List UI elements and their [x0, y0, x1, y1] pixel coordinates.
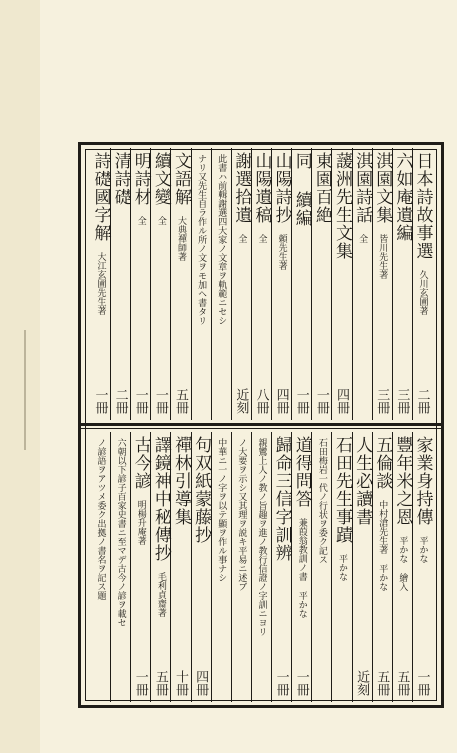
volume-count: 近刻	[233, 388, 249, 414]
book-title: 譯鏡神中秘傳抄	[150, 436, 171, 562]
volume-count: 十冊	[173, 670, 189, 696]
book-title: 淇園詩話	[352, 152, 373, 224]
volume-count: 四冊	[193, 670, 209, 696]
column-rule	[231, 432, 232, 702]
book-description: 石田梅岩一代ノ行状ヲ委ク記ス	[316, 438, 327, 564]
volume-count: 一冊	[152, 388, 168, 414]
book-title: 續文變	[150, 152, 171, 206]
book-title: 五倫談	[372, 436, 393, 490]
book-title: 六如庵遺編	[392, 152, 413, 242]
book-title: 家業身持傳	[412, 436, 433, 526]
book-note: 久川玄圃著	[417, 270, 428, 315]
book-title: 同 續編	[291, 152, 312, 227]
book-description: 六朝以下諺子百家史書ニ至マデ古今ノ諺ヲ載セ	[115, 438, 126, 627]
volume-count: 一冊	[132, 388, 148, 414]
volume-count: 二冊	[112, 388, 128, 414]
volume-count: 一冊	[92, 388, 108, 414]
section-divider-thin	[78, 428, 444, 429]
volume-count: 三冊	[374, 388, 390, 414]
book-title: 清詩礎	[110, 152, 131, 206]
volume-count: 一冊	[132, 670, 148, 696]
book-note: 大典禪師著	[176, 216, 187, 261]
book-title: 山陽詩抄	[271, 152, 292, 224]
book-title: 山陽遺稿	[251, 152, 272, 224]
book-note: 皆川先生著	[377, 234, 388, 279]
book-note: 中村滄先生著 平かな	[377, 500, 388, 591]
book-title: 石田先生事蹟	[331, 436, 352, 544]
volume-count: 四冊	[273, 388, 289, 414]
book-title: 禪林引導集	[171, 436, 192, 526]
book-title: 東園百絶	[311, 152, 332, 224]
book-title: 人生必讀書	[352, 436, 373, 526]
column-rule	[110, 432, 111, 702]
book-note: 全	[236, 234, 247, 243]
book-description: 此書ハ前輯謝選四大家ノ文章ヲ軌範ニセシ	[216, 154, 227, 325]
book-title: 文語解	[171, 152, 192, 206]
volume-count: 近刻	[354, 670, 370, 696]
book-title: 句双紙蒙藤抄	[191, 436, 212, 544]
volume-count: 一冊	[273, 670, 289, 696]
book-description: ノ諺語ヲアツメ委ク出拠ノ書名ヲ記ス題	[95, 438, 106, 600]
book-description: 中華ニ一ノ字ヲ以テ顯ヲ作ル事ナシ	[216, 438, 227, 582]
book-description: ノ大要ヲ示シ又其理ヲ説キ平易ニ述ブ	[236, 438, 247, 591]
book-description: ナリ又先生自ラ作ル所ノ文ヲモ加ヘ書タリ	[196, 154, 207, 325]
book-title: 道得問答	[291, 436, 312, 508]
book-note: 全	[256, 234, 267, 243]
book-note: 平かな	[417, 536, 428, 563]
volume-count: 四冊	[333, 388, 349, 414]
volume-count: 一冊	[313, 388, 329, 414]
volume-count: 五冊	[394, 670, 410, 696]
book-note: 毛利貞齋著	[155, 572, 166, 617]
book-note: 全	[155, 216, 166, 225]
volume-count: 五冊	[152, 670, 168, 696]
page-mark	[24, 330, 26, 450]
book-title: 淇園文集	[372, 152, 393, 224]
column-rule	[211, 148, 212, 420]
volume-count: 一冊	[293, 388, 309, 414]
left-page-margin	[0, 0, 41, 753]
book-note: 頼先生著	[276, 234, 287, 270]
book-note: 明楊升庵著	[135, 500, 146, 545]
book-note: 兼葭翁教訓ノ書 平かな	[296, 518, 307, 618]
book-title: 日本詩故事選	[412, 152, 433, 260]
book-title: 詩礎國字解	[90, 152, 111, 242]
book-title: 明詩材	[130, 152, 151, 206]
book-title: 歸命三信字訓辨	[271, 436, 292, 562]
book-note: 全	[135, 216, 146, 225]
volume-count: 一冊	[293, 670, 309, 696]
section-divider	[78, 423, 444, 426]
column-rule	[251, 432, 252, 702]
volume-count: 五冊	[173, 388, 189, 414]
book-title: 謝選拾遺	[231, 152, 252, 224]
book-title: 豐年米之恩	[392, 436, 413, 526]
book-title: 蘐洲先生文集	[331, 152, 352, 260]
volume-count: 三冊	[394, 388, 410, 414]
book-note: 全	[357, 234, 368, 243]
book-note: 平かな 繪入	[397, 536, 408, 591]
volume-count: 八冊	[253, 388, 269, 414]
volume-count: 二冊	[414, 388, 430, 414]
volume-count: 一冊	[414, 670, 430, 696]
book-note: 平かな	[336, 554, 347, 581]
book-description: 親鸞上人ノ教ノ旨趣ヲ進ノ教行信證ノ字訓ニヨリ	[256, 438, 267, 636]
book-note: 大江玄圃先生著	[95, 252, 106, 315]
volume-count: 五冊	[374, 670, 390, 696]
book-title: 古今諺	[130, 436, 151, 490]
